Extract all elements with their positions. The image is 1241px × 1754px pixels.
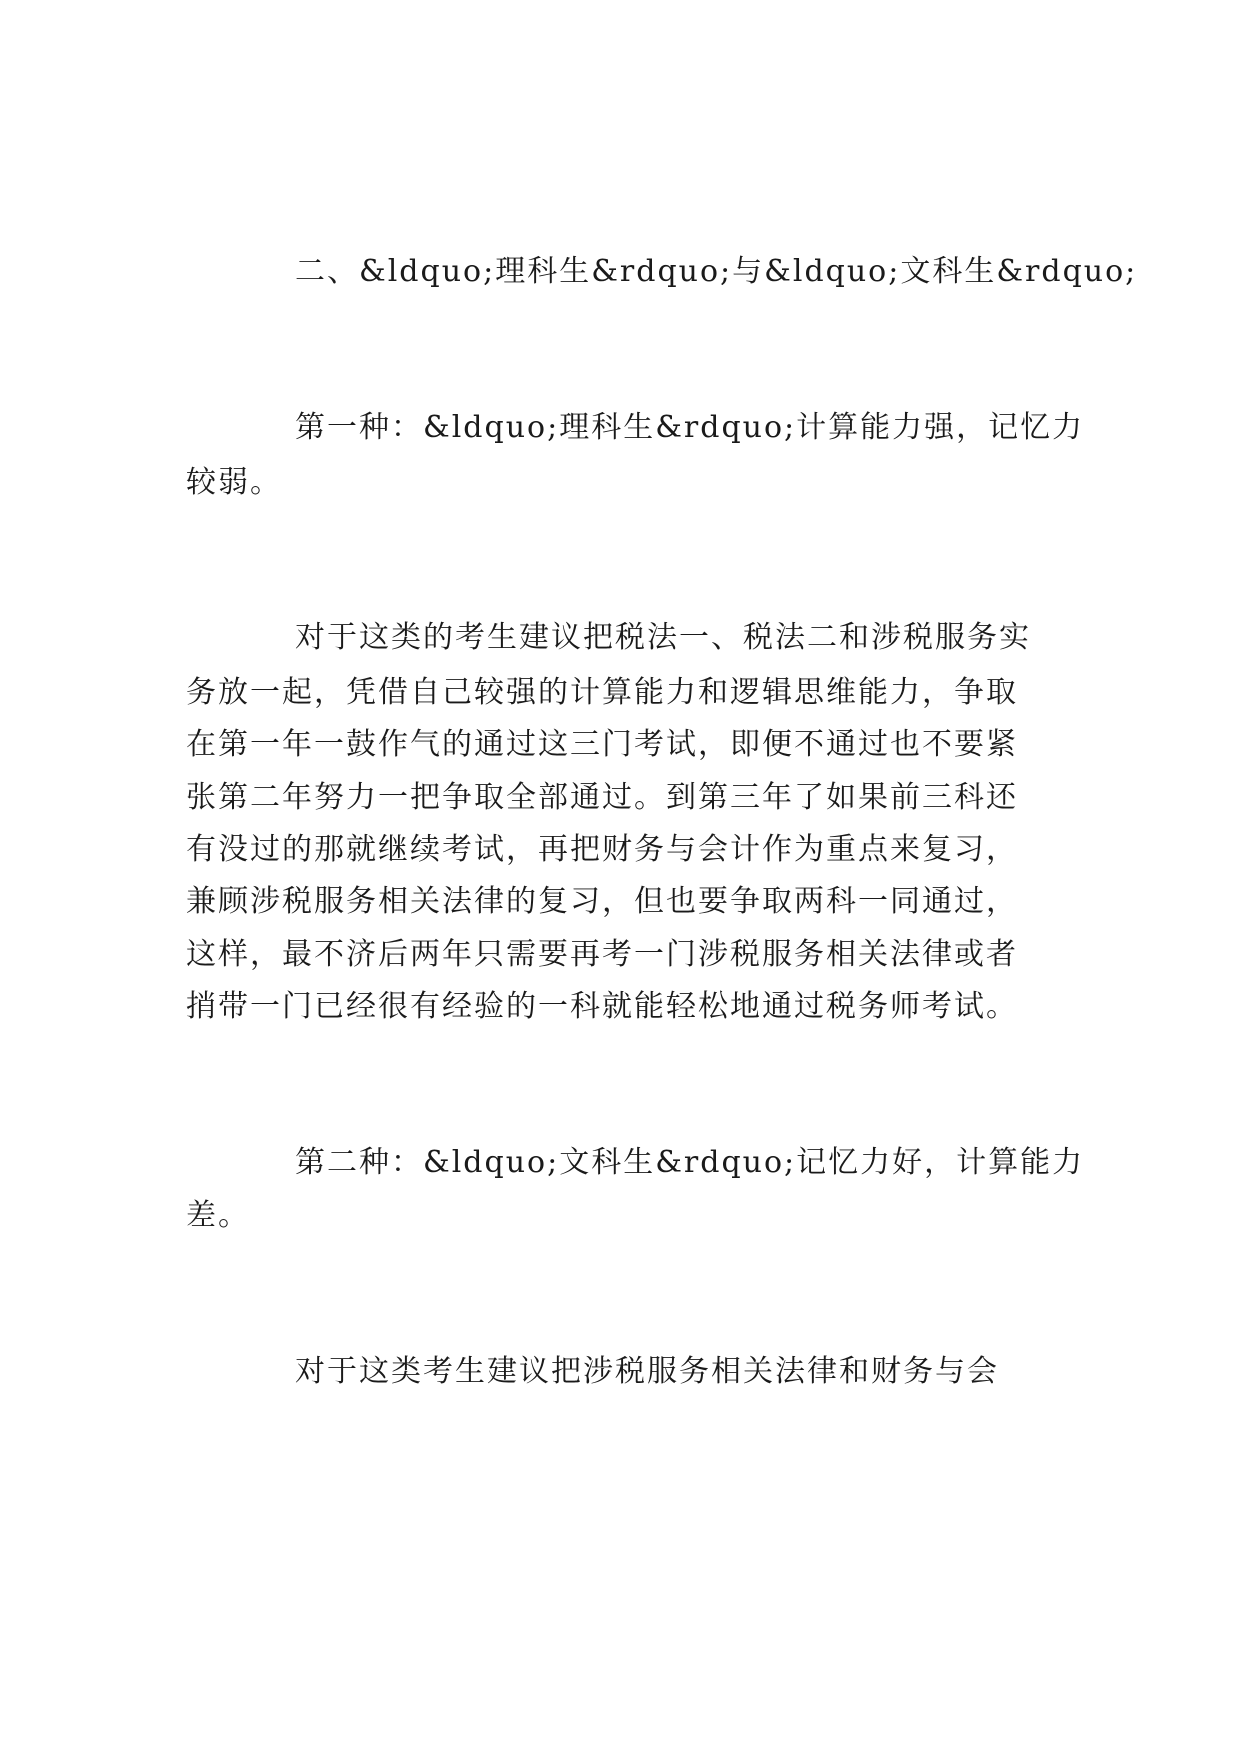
paragraph-3-line-1: 第二种：&ldquo;文科生&rdquo;记忆力好，计算能力 xyxy=(295,1145,1085,1180)
paragraph-2-line-7: 这样，最不济后两年只需要再考一门涉税服务相关法律或者 xyxy=(186,937,1018,972)
paragraph-1-line-2: 较弱。 xyxy=(186,465,282,500)
paragraph-1-line-1: 第一种：&ldquo;理科生&rdquo;计算能力强，记忆力 xyxy=(295,410,1085,445)
paragraph-2-line-6: 兼顾涉税服务相关法律的复习，但也要争取两科一同通过， xyxy=(186,884,1018,919)
paragraph-3-line-2: 差。 xyxy=(186,1198,250,1233)
paragraph-2-line-2: 务放一起，凭借自己较强的计算能力和逻辑思维能力，争取 xyxy=(186,675,1018,710)
paragraph-2-line-5: 有没过的那就继续考试，再把财务与会计作为重点来复习， xyxy=(186,832,1018,867)
paragraph-2-line-3: 在第一年一鼓作气的通过这三门考试，即便不通过也不要紧 xyxy=(186,727,1018,762)
paragraph-2-line-4: 张第二年努力一把争取全部通过。到第三年了如果前三科还 xyxy=(186,780,1018,815)
section-heading: 二、&ldquo;理科生&rdquo;与&ldquo;文科生&rdquo; xyxy=(295,254,1138,289)
paragraph-4-line-1: 对于这类考生建议把涉税服务相关法律和财务与会 xyxy=(295,1354,999,1389)
paragraph-2-line-8: 捎带一门已经很有经验的一科就能轻松地通过税务师考试。 xyxy=(186,989,1018,1024)
paragraph-2-line-1: 对于这类的考生建议把税法一、税法二和涉税服务实 xyxy=(295,620,1031,655)
